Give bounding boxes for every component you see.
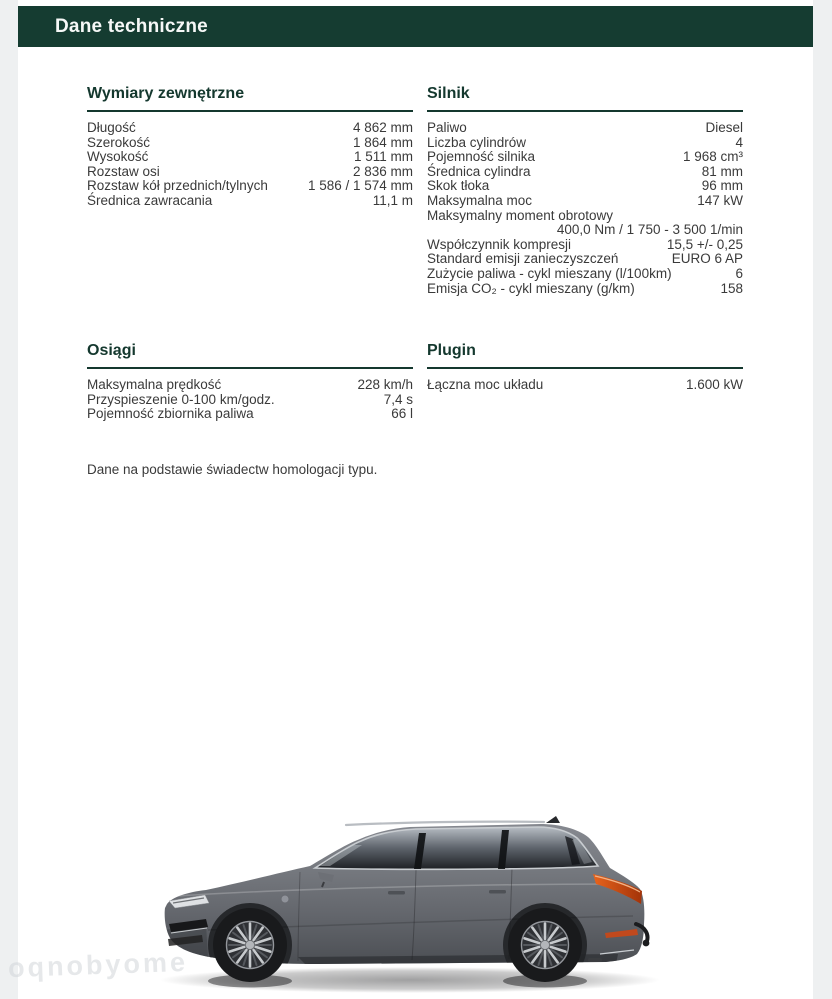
spec-value: 1.600 kW	[685, 377, 743, 393]
spec-value: 2 836 mm	[352, 163, 413, 179]
spec-value: 4 862 mm	[352, 120, 413, 135]
spec-label: Zużycie paliwa - cykl mieszany (l/100km)	[427, 265, 672, 281]
spec-label: Maksymalny moment obrotowy	[427, 207, 614, 223]
spec-label: Skok tłoka	[427, 178, 490, 194]
spec-value: 15,5 +/- 0,25	[666, 236, 743, 252]
spec-label: Przyspieszenie 0-100 km/godz.	[87, 391, 275, 407]
spec-label: Wysokość	[87, 149, 149, 165]
window-band	[315, 827, 598, 869]
spec-value: 158	[720, 280, 743, 296]
spec-label: Liczba cylindrów	[427, 134, 527, 150]
front-wheel	[213, 908, 287, 982]
section-engine	[427, 85, 743, 296]
spec-rows	[427, 378, 743, 393]
spec-row	[87, 378, 413, 393]
spec-label: Paliwo	[427, 120, 467, 135]
spec-value: 1 864 mm	[352, 134, 413, 150]
spec-value: 11,1 m	[372, 192, 413, 208]
spec-row	[87, 393, 413, 408]
spec-label: Rozstaw osi	[87, 163, 160, 179]
spec-row	[427, 165, 743, 180]
spec-row	[87, 194, 413, 209]
spec-value: 6	[735, 265, 743, 281]
spec-row	[427, 136, 743, 151]
rear-wheel	[508, 908, 582, 982]
spec-row	[87, 136, 413, 151]
spec-value: EURO 6 AP	[671, 251, 743, 267]
spec-row	[427, 121, 743, 136]
spec-label: Średnica zawracania	[87, 192, 213, 208]
spec-grid	[87, 85, 743, 422]
spec-label: Rozstaw kół przednich/tylnych	[87, 178, 268, 194]
page-title: Dane techniczne	[55, 15, 208, 37]
spec-label: Maksymalna prędkość	[87, 377, 222, 393]
spec-row	[427, 282, 743, 297]
document-sheet	[18, 0, 813, 999]
spec-label: Długość	[87, 120, 136, 135]
spec-label: Łączna moc układu	[427, 377, 544, 393]
spec-row	[87, 407, 413, 422]
section-title: Silnik	[427, 85, 743, 112]
spec-rows	[87, 378, 413, 422]
spec-label: Standard emisji zanieczyszczeń	[427, 251, 619, 267]
spec-label: Pojemność silnika	[427, 149, 536, 165]
vehicle-image	[148, 812, 668, 999]
spec-value: 81 mm	[701, 163, 743, 179]
car-side-view	[148, 812, 668, 999]
front-door-handle	[388, 891, 405, 895]
spec-label: Emisja CO₂ - cykl mieszany (g/km)	[427, 280, 635, 296]
exhaust-trim	[588, 958, 602, 962]
spec-row	[427, 252, 743, 267]
spec-label: Szerokość	[87, 134, 151, 150]
antenna-fin	[546, 816, 560, 823]
spec-row	[427, 378, 743, 393]
spec-value: 400,0 Nm / 1 750 - 3 500 1/min	[556, 222, 743, 238]
spec-value: 147 kW	[697, 192, 743, 208]
section-performance	[87, 342, 413, 422]
spec-row	[87, 121, 413, 136]
spec-row	[427, 194, 743, 209]
spec-rows	[427, 121, 743, 296]
roof-rail	[346, 822, 544, 825]
section-dimensions	[87, 85, 413, 296]
rear-door-handle	[489, 890, 506, 894]
spec-row	[427, 238, 743, 253]
section-title: Plugin	[427, 342, 743, 369]
content-area	[87, 85, 743, 477]
spec-value: 96 mm	[701, 178, 743, 194]
spec-row	[427, 179, 743, 194]
tow-hook-ball	[643, 940, 650, 947]
section-title: Osiągi	[87, 342, 413, 369]
spec-row	[87, 150, 413, 165]
spec-row	[427, 150, 743, 165]
spec-row	[427, 267, 743, 282]
spec-label: Średnica cylindra	[427, 163, 531, 179]
spec-value: 228 km/h	[357, 377, 413, 393]
spec-value: 1 586 / 1 574 mm	[307, 178, 413, 194]
spec-label: Współczynnik kompresji	[427, 236, 572, 252]
spec-value: 4	[735, 134, 743, 150]
homologation-footnote: Dane na podstawie świadectw homologacji typu.	[87, 461, 378, 477]
spec-label: Maksymalna moc	[427, 192, 533, 208]
spec-row	[427, 209, 743, 238]
section-plugin	[427, 342, 743, 422]
spec-value: Diesel	[705, 120, 743, 135]
spec-rows	[87, 121, 413, 209]
watermark: oqnobyome	[7, 946, 189, 984]
charging-flap	[281, 895, 289, 903]
section-title: Wymiary zewnętrzne	[87, 85, 413, 112]
spec-value: 1 968 cm³	[682, 149, 743, 165]
spec-row	[87, 179, 413, 194]
spec-value: 66 l	[391, 406, 413, 422]
header-bar	[18, 6, 813, 47]
spec-row	[87, 165, 413, 180]
spec-label: Pojemność zbiornika paliwa	[87, 406, 254, 422]
spec-value: 1 511 mm	[353, 149, 413, 165]
spec-value: 7,4 s	[383, 391, 413, 407]
